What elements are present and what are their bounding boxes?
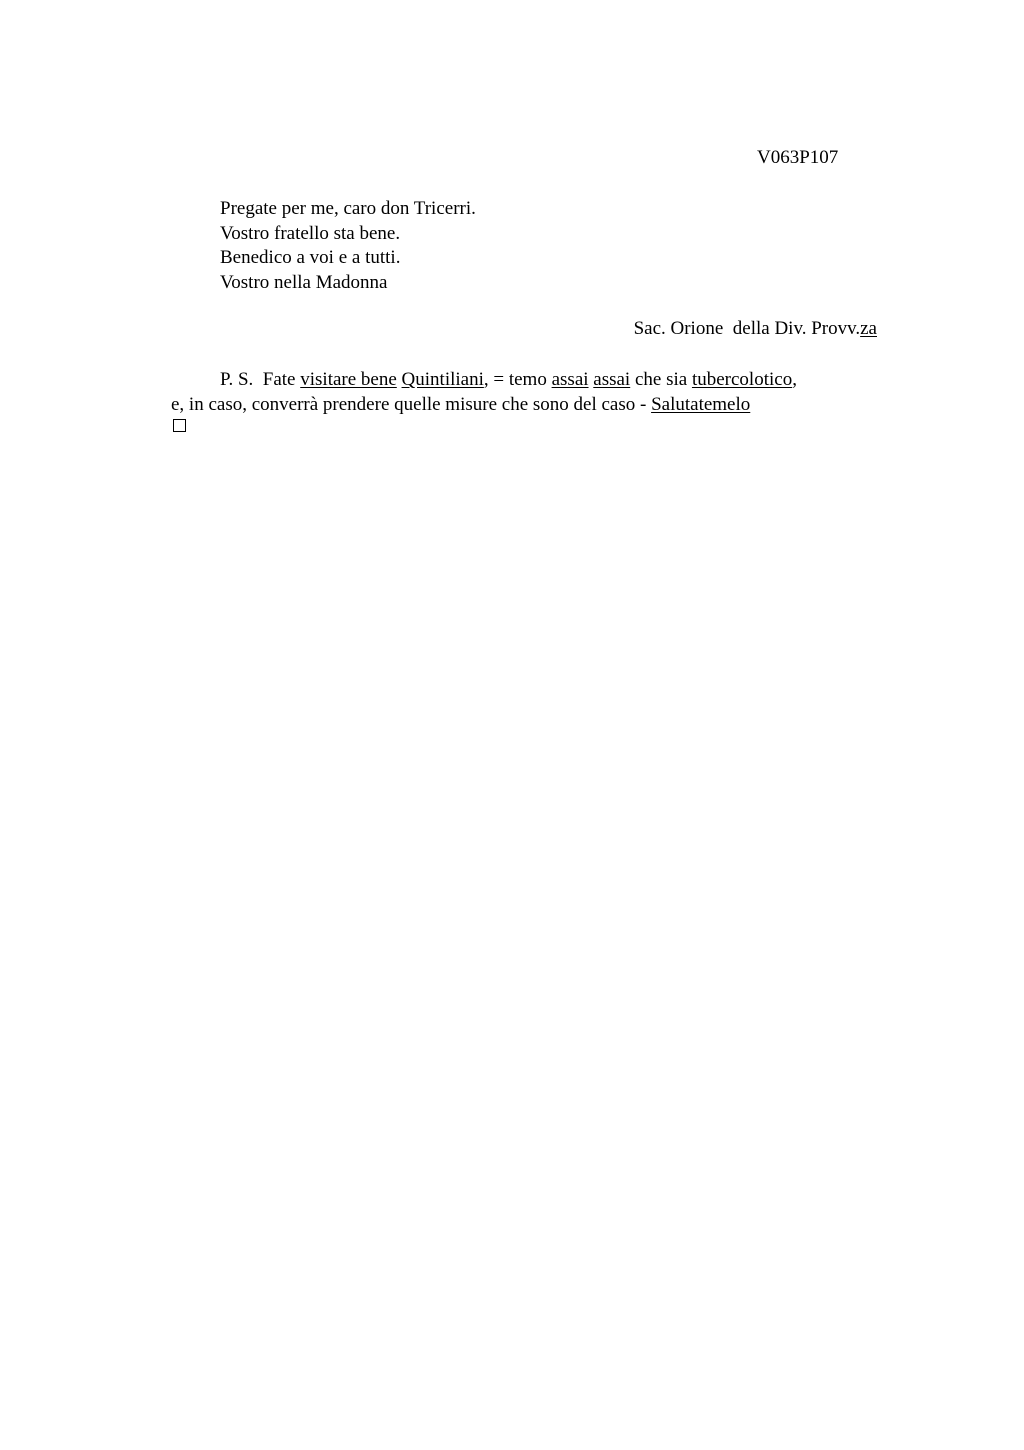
empty-square-icon — [173, 419, 186, 432]
ps-text: e, in caso, converrà prendere quelle misure che sono del caso - — [171, 393, 652, 415]
letter-line: Benedico a voi e a tutti. — [220, 247, 401, 268]
postscript-line-2 — [171, 393, 861, 418]
ps-text: , = temo — [483, 369, 552, 390]
ps-underlined: visitare bene — [300, 369, 397, 390]
letter-body — [220, 197, 476, 295]
ps-underlined: Salutatemelo — [651, 393, 751, 415]
ps-text: P. S. Fate — [220, 369, 301, 390]
signature-suffix: za — [860, 318, 877, 339]
ps-underlined: assai — [551, 369, 589, 390]
postscript — [171, 368, 861, 417]
signature — [634, 318, 877, 340]
ps-text: , — [792, 369, 797, 390]
page-reference: V063P107 — [757, 147, 839, 168]
letter-line: Vostro fratello sta bene. — [220, 222, 401, 244]
signature-text: Sac. Orione della Div. Provv. — [633, 318, 861, 339]
ps-underlined: Quintiliani — [401, 369, 484, 390]
ps-underlined: tubercolotico — [691, 369, 793, 390]
letter-line: Vostro nella Madonna — [220, 271, 388, 293]
letter-line: Pregate per me, caro don Tricerri. — [220, 198, 476, 219]
ps-underlined: assai — [593, 369, 631, 390]
ps-text: che sia — [630, 369, 692, 390]
postscript-line-1 — [171, 368, 861, 393]
